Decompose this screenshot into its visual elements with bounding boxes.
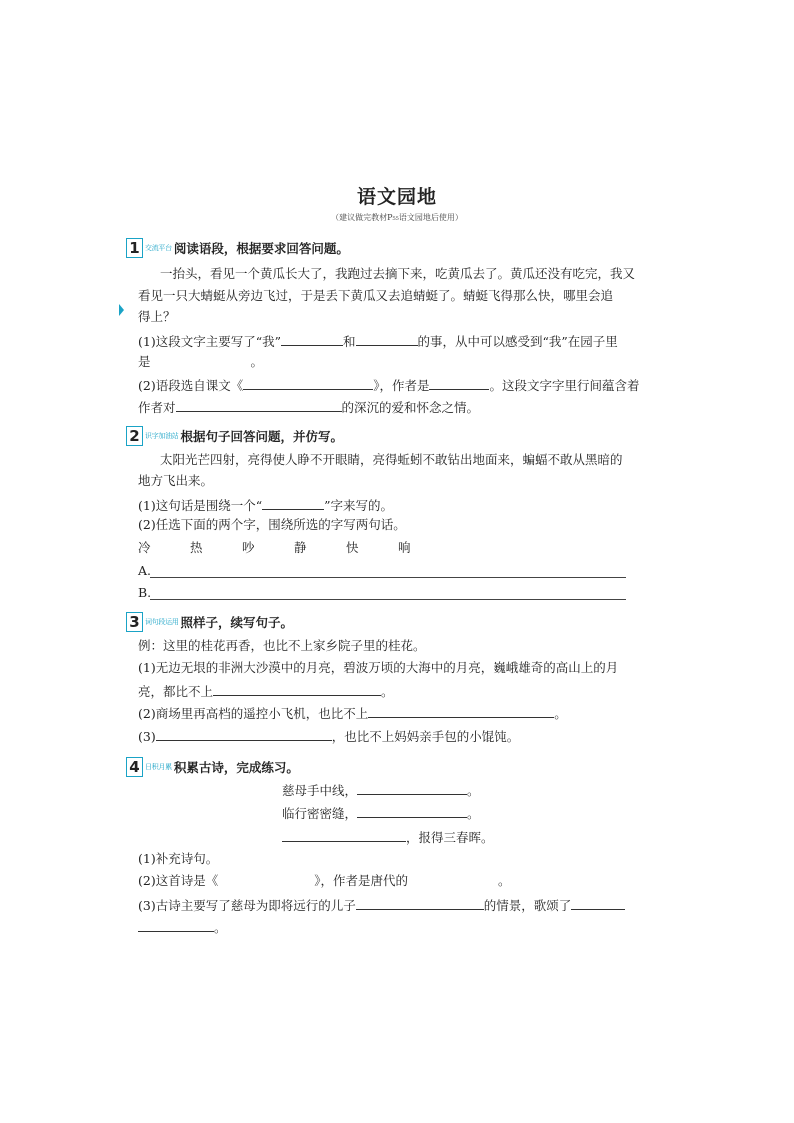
question-1: (1)这句话是围绕一个“ ”字来写的。	[138, 498, 393, 513]
question-1-cont: 是 。	[138, 354, 264, 369]
passage-line: 地方飞出来。	[138, 473, 214, 488]
section-tag: 词句段运用	[145, 618, 179, 626]
section-3-header	[126, 612, 626, 632]
page-subtitle: （建议做完教材P₅₅语文园地后使用）	[331, 213, 463, 222]
question-3-cont: 。	[138, 918, 227, 936]
margin-marker	[119, 304, 124, 316]
section-2-header	[126, 426, 626, 446]
section-title: 阅读语段，根据要求回答问题。	[173, 241, 349, 256]
page-title: 语文园地	[356, 186, 437, 208]
passage-line: 得上？	[138, 309, 176, 324]
passage-line: 太阳光芒四射，亮得使人睁不开眼睛，亮得蚯蚓不敢钻出地面来，蝙蝠不敢从黑暗的	[160, 452, 623, 467]
answer-blank[interactable]	[138, 918, 214, 932]
answer-blank[interactable]	[571, 896, 625, 910]
answer-blank[interactable]	[356, 332, 418, 346]
section-tag: 日积月累	[145, 763, 172, 771]
answer-blank[interactable]	[357, 804, 467, 818]
option-a-label: A.	[138, 563, 152, 578]
section-number: 3	[126, 612, 143, 632]
section-number: 4	[126, 757, 143, 777]
answer-blank[interactable]	[282, 828, 406, 842]
answer-blank[interactable]	[213, 682, 381, 696]
question-2-cont: 作者对 的深沉的爱和怀念之情。	[138, 400, 480, 415]
section-1	[126, 238, 640, 418]
example-sentence: 例：这里的桂花再香，也比不上家乡院子里的桂花。	[138, 638, 426, 653]
question-1: (1)这段文字主要写了“我” 和 的事，从中可以感受到“我”在园子里	[138, 334, 618, 349]
answer-blank[interactable]	[262, 496, 324, 510]
section-tag: 交流平台	[145, 244, 172, 252]
question-1: (1)补充诗句。	[138, 851, 219, 866]
answer-blank[interactable]	[429, 376, 489, 390]
section-2	[126, 426, 626, 606]
question-2: (2)任选下面的两个字，围绕所选的字写两句话。	[138, 517, 406, 532]
poem-line-1: 慈母手中线， 。	[282, 783, 480, 798]
section-title: 根据句子回答问题，并仿写。	[180, 429, 344, 444]
section-tag: 识字加油站	[145, 432, 179, 440]
passage-line: 一抬头，看见一个黄瓜长大了，我跑过去摘下来，吃黄瓜去了。黄瓜还没有吃完，我又	[160, 266, 636, 281]
question-2: (2)语段选自课文《 》，作者是 。这段文字字里行间蕴含着	[138, 378, 640, 393]
answer-line-a[interactable]	[150, 577, 626, 578]
section-1-header	[126, 238, 626, 258]
section-3	[126, 612, 626, 752]
question-1: (1)无边无垠的非洲大沙漠中的月亮，碧波万顷的大海中的月亮，巍峨雄奇的高山上的月	[138, 660, 619, 675]
answer-blank[interactable]	[368, 704, 554, 718]
answer-blank[interactable]	[356, 896, 484, 910]
question-3: (3) ，也比不上妈妈亲手包的小馄饨。	[138, 729, 520, 744]
poem-line-2: 临行密密缝， 。	[282, 806, 480, 821]
question-2: (2)这首诗是《 》，作者是唐代的 。	[138, 873, 511, 888]
question-2: (2)商场里再高档的遥控小飞机，也比不上 。	[138, 706, 567, 721]
character-options: 冷 热 吵 静 快 响	[138, 540, 411, 555]
answer-blank[interactable]	[357, 781, 467, 795]
answer-blank[interactable]	[243, 376, 373, 390]
poem-line-3: ，报得三春晖。	[282, 828, 494, 846]
option-b-label: B.	[138, 585, 152, 600]
answer-blank[interactable]	[156, 727, 332, 741]
answer-blank[interactable]	[281, 332, 343, 346]
section-4	[126, 757, 626, 937]
section-4-header	[126, 757, 626, 777]
section-title: 积累古诗，完成练习。	[173, 760, 299, 775]
section-number: 2	[126, 426, 143, 446]
question-3: (3)古诗主要写了慈母为即将远行的儿子 的情景，歌颂了	[138, 896, 625, 914]
answer-line-b[interactable]	[150, 599, 626, 600]
section-title: 照样子，续写句子。	[180, 615, 294, 630]
question-1-cont: 亮，都比不上 。	[138, 684, 394, 699]
section-number: 1	[126, 238, 143, 258]
answer-blank[interactable]	[176, 398, 342, 412]
passage-line: 看见一只大蜻蜓从旁边飞过，于是丢下黄瓜又去追蜻蜓了。蜻蜓飞得那么快，哪里会追	[138, 288, 614, 303]
